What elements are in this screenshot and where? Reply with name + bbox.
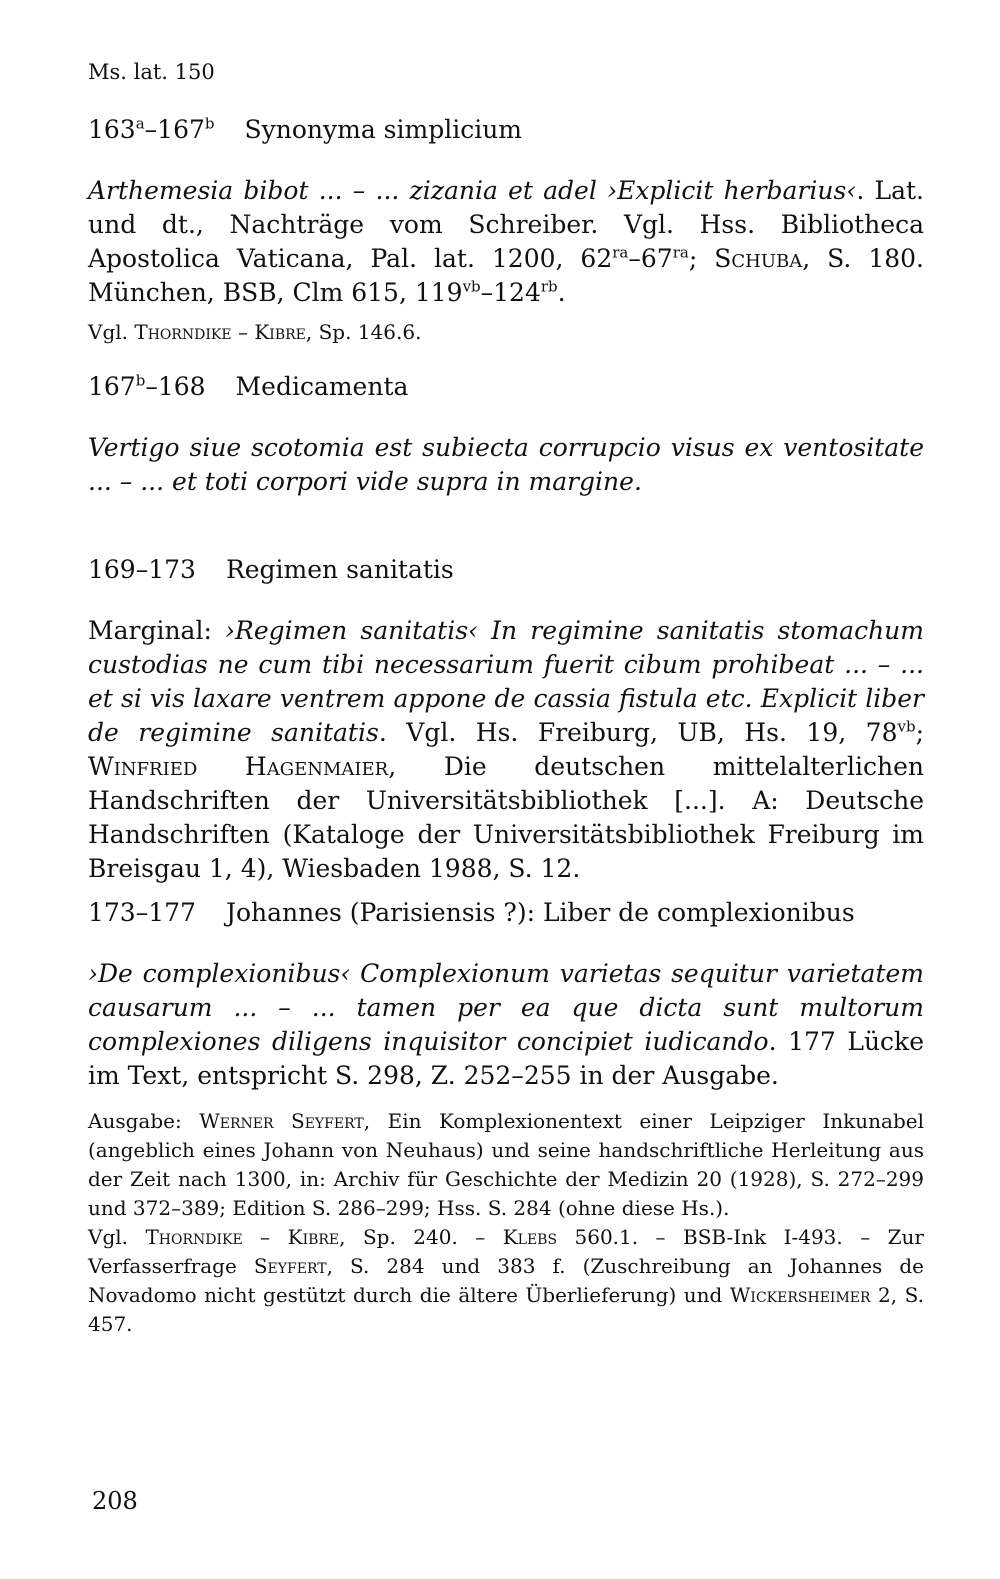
entry-description: ›De complexionibus‹ Complexionum varietas sequitur varietatem causarum ... – ... tamen per ea que dicta sunt multorum complexiones diligens inquisitor concipiet iudicando. 177 Lücke im Text, entspricht S. 298, Z. 252–255 in der Ausgabe. [88, 959, 924, 1090]
entry-heading [88, 115, 924, 144]
entry-title: Medicamenta [235, 372, 409, 401]
entry-heading [88, 898, 924, 927]
entry-description: Marginal: ›Regimen sanitatis‹ In regimine sanitatis stomachum custodias ne cum tibi necessarium fuerit cibum prohibeat ... – ... et si vis laxare ventrem appone de cassia fistula etc. Explicit liber de regimine sanitatis. Vgl. Hs. Freiburg, UB, Hs. 19, $78^{vb}$; Winfried Hagenmaier, Die deutschen mittelalterlichen Handschriften der Universitätsbibliothek [...]. A: Deutsche Handschriften (Kataloge der Universitätsbibliothek Freiburg im Breisgau 1, 4), Wiesbaden 1988, S. 12. [88, 616, 924, 883]
entry-description: Arthemesia bibot ... – ... zizania et adel ›Explicit herbarius‹. Lat. und dt., Nachträge vom Schreiber. Vgl. Hss. Bibliotheca Apostolica Vaticana, Pal. lat. 1200, $62^{ra}-67^{ra}$; Schuba, S. 180. München, BSB, Clm 615, $119^{vb}-124^{rb}$. [88, 176, 924, 307]
entry-note: Vgl. Thorndike – Kibre, Sp. 146.6. [88, 320, 422, 344]
page-number: 208 [92, 1487, 138, 1515]
edition-note: Ausgabe: Werner Seyfert, Ein Komplexionentext einer Leipziger Inkunabel (angeblich eines Johann von Neuhaus) und seine handschriftliche Herleitung aus der Zeit nach 1300, in: Archiv für Geschichte der Medizin 20 (1928), S. 272–299 und 372–389; Edition S. 286–299; Hss. S. 284 (ohne diese Hs.). [88, 1109, 924, 1220]
folio-range: 169–173 [88, 555, 196, 584]
entry-regimen-sanitatis [88, 555, 924, 886]
entry-title: Synonyma simplicium [244, 115, 523, 144]
reference-note: Vgl. Thorndike – Kibre, Sp. 240. – Klebs 560.1. – BSB-Ink I-493. – Zur Verfasserfrage Seyfert, S. 284 und 383 f. (Zuschreibung an Johannes de Novadomo nicht gestützt durch die ältere Überlieferung) und Wickersheimer 2, S. 457. [88, 1225, 924, 1336]
entry-synonyma-simplicium [88, 115, 924, 347]
author-name: Schuba [714, 244, 803, 273]
entry-title: Johannes (Parisiensis ?): Liber de complexionibus [225, 898, 855, 927]
entry-heading [88, 555, 924, 584]
folio-range: 173–177 [88, 898, 196, 927]
folio-range: 163$^a$–167$^b$ [88, 114, 215, 144]
folio-range: 167$^b$–168 [88, 371, 206, 401]
entry-liber-de-complexionibus [88, 898, 924, 1339]
entry-medicamenta [88, 372, 924, 499]
running-head: Ms. lat. 150 [88, 60, 215, 84]
entry-description: Vertigo siue scotomia est subiecta corrupcio visus ex ventositate ... – ... et toti corpori vide supra in margine. [88, 433, 924, 496]
entry-heading [88, 372, 924, 401]
entry-title: Regimen sanitatis [225, 555, 454, 584]
incipit-explicit: Arthemesia bibot ... – ... zizania et adel ›Explicit herbarius‹ [88, 176, 857, 205]
